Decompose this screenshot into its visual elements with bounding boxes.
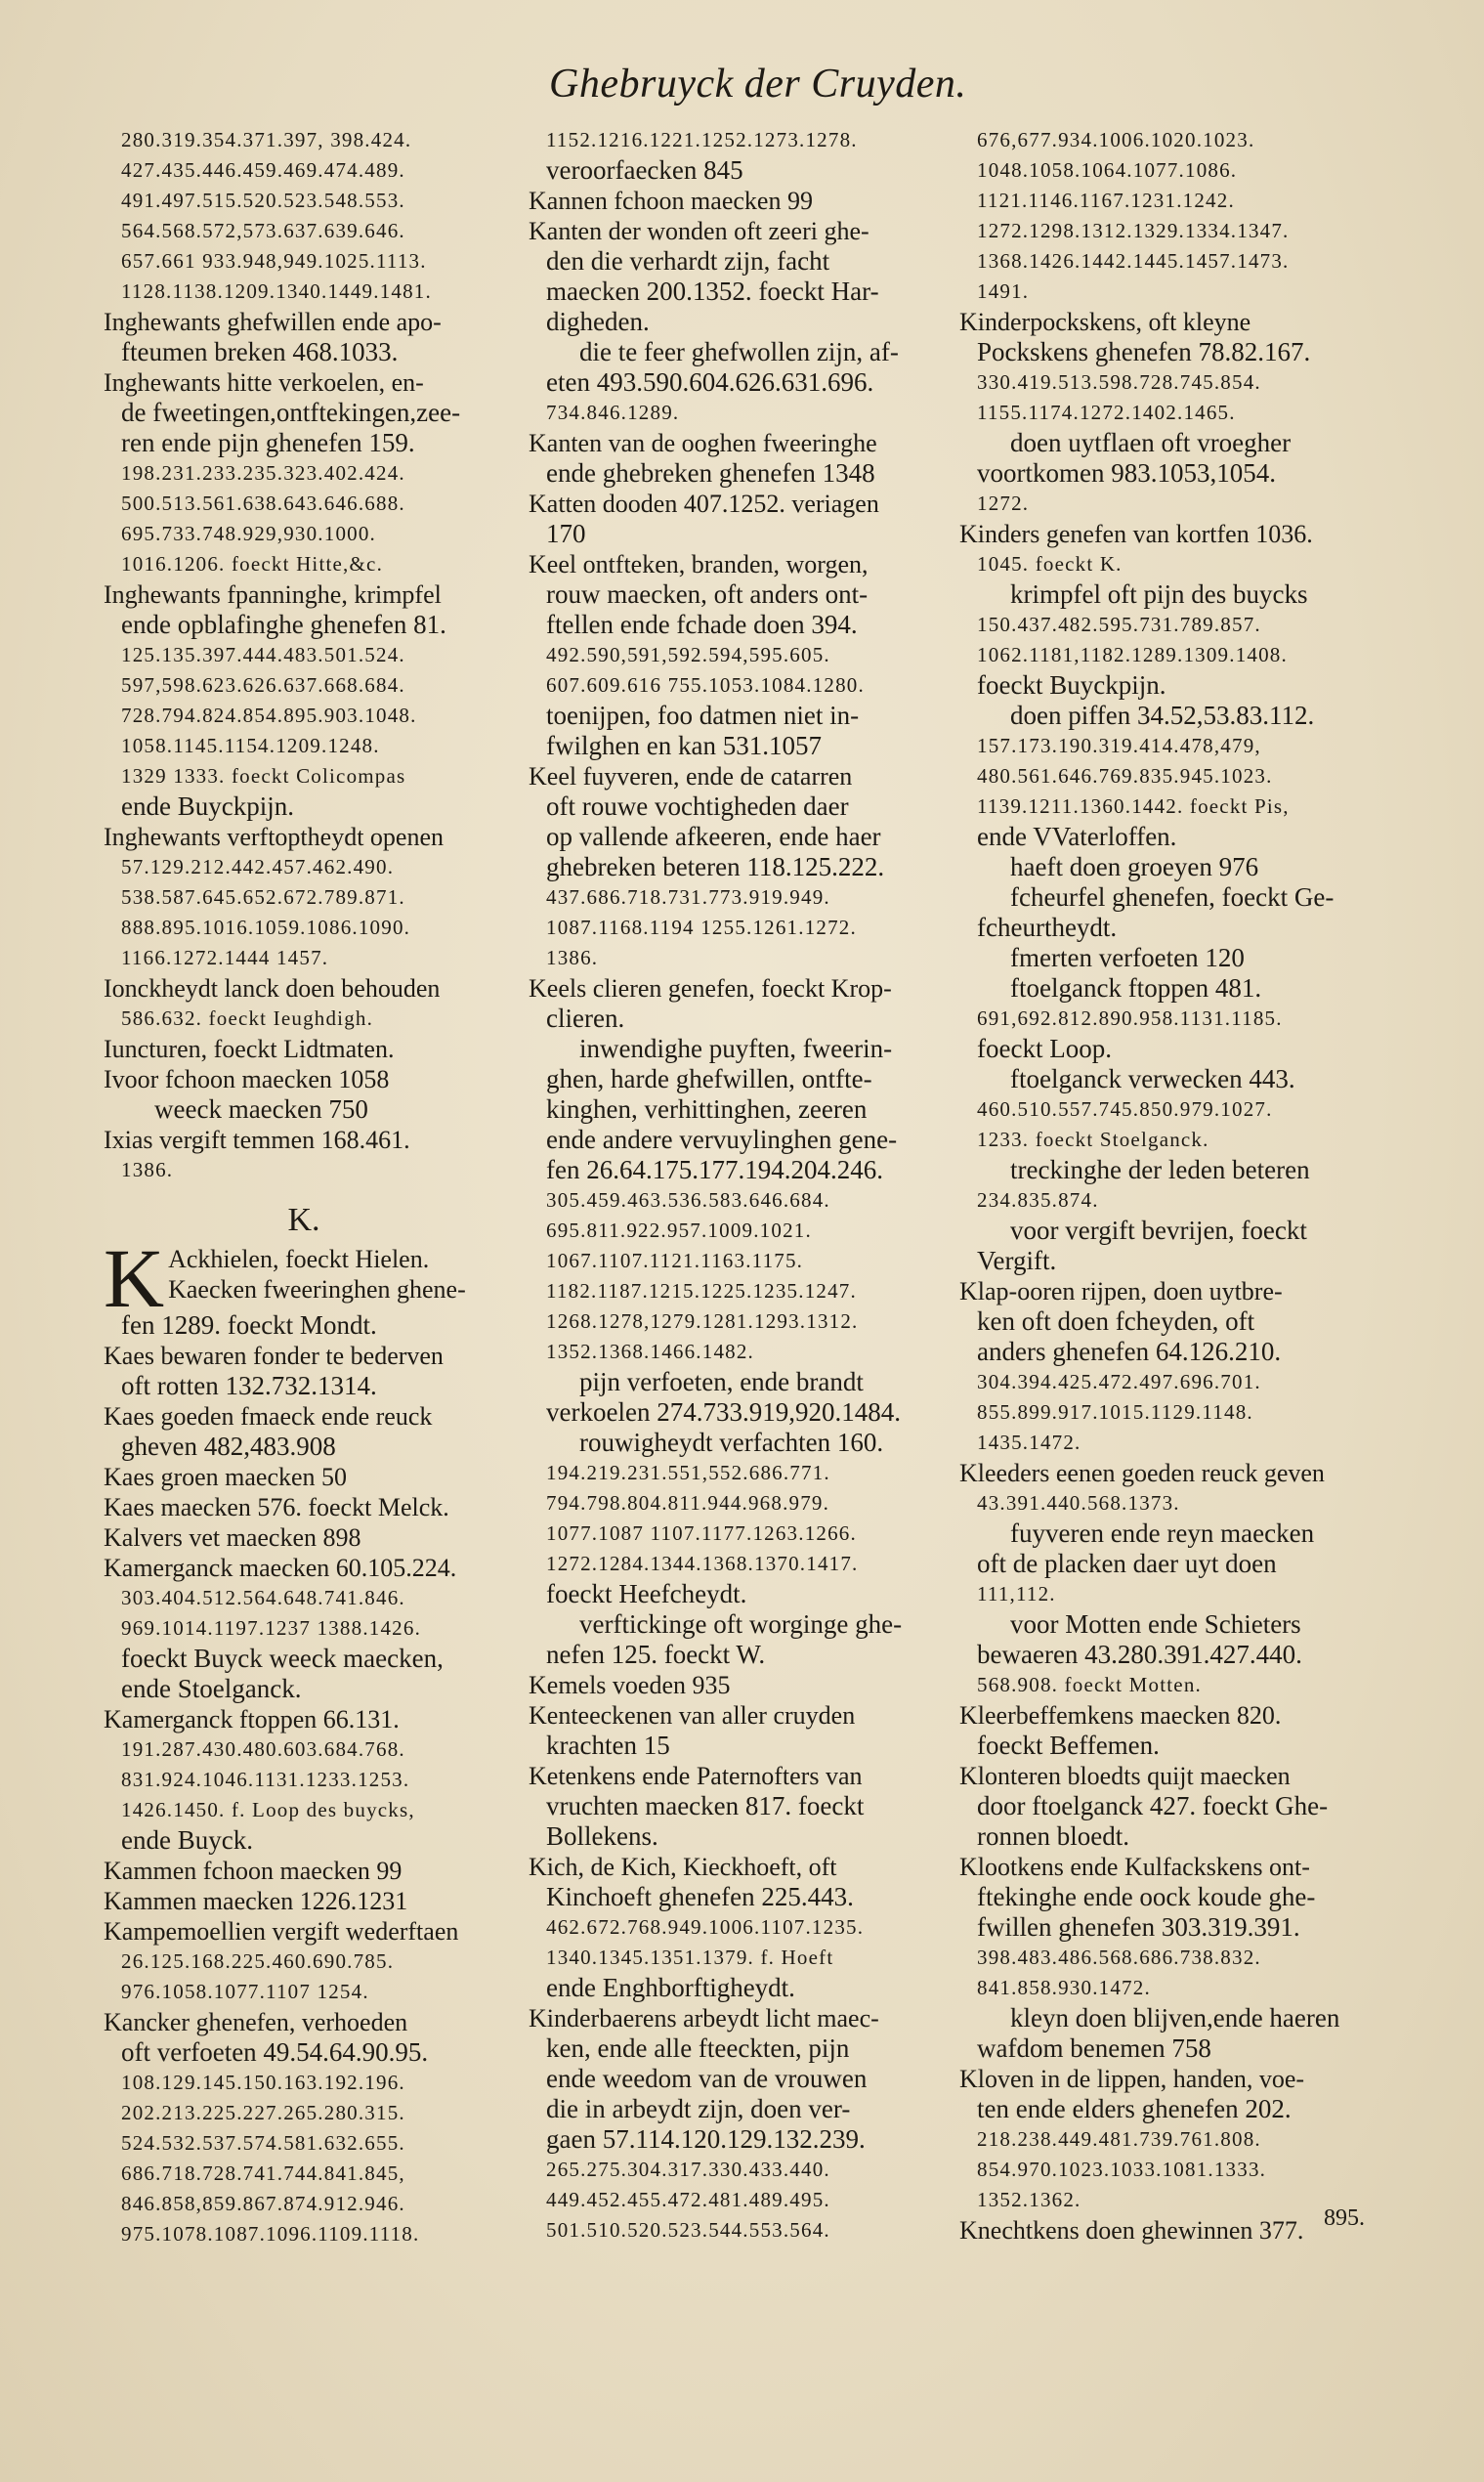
index-line: krimpfel oft pijn des buycks bbox=[1010, 579, 1308, 609]
index-line: 854.970.1023.1033.1081.1333. bbox=[977, 2158, 1267, 2181]
index-line: doen uytflaen oft vroegher bbox=[1010, 428, 1292, 457]
index-line: Kemels voeden 935 bbox=[529, 1671, 731, 1699]
index-line: Kanten van de ooghen fweeringhe bbox=[529, 429, 877, 457]
index-line: Inghewants hitte verkoelen, en- bbox=[104, 368, 424, 397]
index-line: Kalvers vet maecken 898 bbox=[104, 1523, 361, 1552]
index-line: foeckt Beffemen. bbox=[977, 1731, 1160, 1760]
index-line: 564.568.572,573.637.639.646. bbox=[121, 219, 405, 242]
index-line: 1048.1058.1064.1077.1086. bbox=[977, 158, 1238, 182]
index-line: 1426.1450. f. Loop des buycks, bbox=[121, 1798, 415, 1821]
index-line: 728.794.824.854.895.903.1048. bbox=[121, 704, 417, 727]
index-line: fcheurtheydt. bbox=[977, 913, 1118, 942]
index-line: Pockskens ghenefen 78.82.167. bbox=[977, 337, 1311, 366]
index-line: kleyn doen blijven,ende haeren bbox=[1010, 2003, 1340, 2033]
index-line: 480.561.646.769.835.945.1023. bbox=[977, 764, 1273, 788]
index-line: weeck maecken 750 bbox=[154, 1094, 368, 1124]
index-line: Katten dooden 407.1252. veriagen bbox=[529, 490, 879, 518]
index-line: 831.924.1046.1131.1233.1253. bbox=[121, 1768, 410, 1791]
index-line: oft rotten 132.732.1314. bbox=[121, 1371, 377, 1400]
index-line: ken, ende alle fteeckten, pijn bbox=[546, 2033, 850, 2063]
index-line: Keel ontfteken, branden, worgen, bbox=[529, 550, 869, 578]
index-line: 734.846.1289. bbox=[546, 401, 680, 424]
index-line: 492.590,591,592.594,595.605. bbox=[546, 643, 830, 666]
index-line: gaen 57.114.120.129.132.239. bbox=[546, 2124, 866, 2154]
index-line: ende Stoelganck. bbox=[121, 1674, 302, 1703]
index-line: 975.1078.1087.1096.1109.1118. bbox=[121, 2222, 420, 2246]
index-line: kinghen, verhittinghen, zeeren bbox=[546, 1094, 868, 1124]
index-line: anders ghenefen 64.126.210. bbox=[977, 1337, 1282, 1366]
index-line: ende Buyck. bbox=[121, 1825, 253, 1855]
index-line: Kloven in de lippen, handen, voe- bbox=[959, 2065, 1305, 2093]
index-line: 1152.1216.1221.1252.1273.1278. bbox=[546, 128, 858, 151]
index-line: fuyveren ende reyn maecken bbox=[1010, 1519, 1315, 1548]
index-line: eten 493.590.604.626.631.696. bbox=[546, 367, 874, 397]
index-line: 1062.1181,1182.1289.1309.1408. bbox=[977, 643, 1288, 666]
index-line: Kich, de Kich, Kieckhoeft, oft bbox=[529, 1853, 837, 1881]
index-line: 1268.1278,1279.1281.1293.1312. bbox=[546, 1309, 859, 1333]
index-line: ende Enghborftigheydt. bbox=[546, 1973, 795, 2002]
index-line: wafdom benemen 758 bbox=[977, 2033, 1211, 2063]
index-line: de fweetingen,ontftekingen,zee- bbox=[121, 398, 461, 427]
index-line: Kinchoeft ghenefen 225.443. bbox=[546, 1882, 854, 1911]
index-line: Iuncturen, foeckt Lidtmaten. bbox=[104, 1035, 395, 1063]
index-line: 305.459.463.536.583.646.684. bbox=[546, 1188, 830, 1212]
index-line: ftoelganck verwecken 443. bbox=[1010, 1064, 1295, 1093]
index-line: 1340.1345.1351.1379. f. Hoeft bbox=[546, 1946, 834, 1969]
index-line: ende Buyckpijn. bbox=[121, 792, 294, 821]
index-line: ronnen bloedt. bbox=[977, 1821, 1129, 1851]
index-line: pijn verfoeten, ende brandt bbox=[579, 1367, 864, 1396]
index-line: Keels clieren genefen, foeckt Krop- bbox=[529, 974, 892, 1003]
index-line: Keel fuyveren, ende de catarren bbox=[529, 762, 853, 791]
index-line: 1077.1087 1107.1177.1263.1266. bbox=[546, 1521, 857, 1545]
index-line: 1139.1211.1360.1442. foeckt Pis, bbox=[977, 794, 1290, 818]
index-line: 150.437.482.595.731.789.857. bbox=[977, 613, 1261, 636]
index-line: op vallende afkeeren, ende haer bbox=[546, 822, 881, 851]
page-header bbox=[0, 61, 1484, 119]
index-line: foeckt Buyckpijn. bbox=[977, 670, 1166, 700]
index-line: 1329 1333. foeckt Colicompas bbox=[121, 764, 406, 788]
index-line: 695.811.922.957.1009.1021. bbox=[546, 1219, 812, 1242]
index-line: Knechtkens doen ghewinnen 377. bbox=[959, 2216, 1304, 2245]
index-line: toenijpen, foo datmen niet in- bbox=[546, 701, 860, 730]
index-line: 888.895.1016.1059.1086.1090. bbox=[121, 916, 411, 939]
index-line: 686.718.728.741.744.841.845, bbox=[121, 2161, 405, 2185]
index-line: Ixias vergift temmen 168.461. bbox=[104, 1126, 410, 1154]
index-line: digheden. bbox=[546, 307, 650, 336]
index-line: 449.452.455.472.481.489.495. bbox=[546, 2188, 830, 2211]
index-line: 1386. bbox=[546, 946, 599, 969]
index-line: maecken 200.1352. foeckt Har- bbox=[546, 277, 879, 306]
index-line: 1128.1138.1209.1340.1449.1481. bbox=[121, 279, 432, 303]
index-line: fcheurfel ghenefen, foeckt Ge- bbox=[1010, 882, 1335, 912]
dropcap-entry bbox=[104, 1244, 504, 1310]
column-3-entries bbox=[959, 125, 1379, 2246]
index-line: Kenteeckenen van aller cruyden bbox=[529, 1701, 856, 1730]
index-line: 524.532.537.574.581.632.655. bbox=[121, 2131, 405, 2155]
section-heading-k: K. bbox=[287, 1202, 320, 1238]
index-line: Kampemoellien vergift wederftaen bbox=[104, 1917, 459, 1946]
index-line: 1386. bbox=[121, 1158, 174, 1181]
index-line: die te feer ghefwollen zijn, af- bbox=[579, 337, 899, 366]
index-line: ten ende elders ghenefen 202. bbox=[977, 2094, 1292, 2123]
running-title: Ghebruyck der Cruyden. bbox=[549, 62, 967, 107]
index-line: 304.394.425.472.497.696.701. bbox=[977, 1370, 1261, 1393]
index-line: 234.835.874. bbox=[977, 1188, 1099, 1212]
index-line: ftekinghe ende oock koude ghe- bbox=[977, 1882, 1316, 1911]
index-line: 691,692.812.890.958.1131.1185. bbox=[977, 1006, 1283, 1030]
index-line: 1272.1298.1312.1329.1334.1347. bbox=[977, 219, 1290, 242]
index-line: 846.858,859.867.874.912.946. bbox=[121, 2192, 405, 2215]
index-line: ende andere vervuylinghen gene- bbox=[546, 1125, 898, 1154]
index-line: 170 bbox=[546, 519, 586, 548]
index-line: 198.231.233.235.323.402.424. bbox=[121, 461, 405, 485]
index-line: 1058.1145.1154.1209.1248. bbox=[121, 734, 380, 757]
index-line: 1272. bbox=[977, 492, 1030, 515]
index-line: 398.483.486.568.686.738.832. bbox=[977, 1946, 1261, 1969]
index-line: krachten 15 bbox=[546, 1731, 670, 1760]
index-column-3 bbox=[959, 125, 1379, 2246]
index-line: 794.798.804.811.944.968.979. bbox=[546, 1491, 830, 1515]
index-line: Ackhielen, foeckt Hielen. bbox=[168, 1245, 430, 1273]
index-line: 1067.1107.1121.1163.1175. bbox=[546, 1249, 804, 1272]
index-line: oft rouwe vochtigheden daer bbox=[546, 792, 849, 821]
index-line: 491.497.515.520.523.548.553. bbox=[121, 189, 405, 212]
index-line: Kaes groen maecken 50 bbox=[104, 1463, 348, 1491]
index-line: Kancker ghenefen, verhoeden bbox=[104, 2008, 408, 2036]
index-line: 462.672.768.949.1006.1107.1235. bbox=[546, 1915, 865, 1939]
index-line: Inghewants verftoptheydt openen bbox=[104, 823, 445, 851]
index-line: door ftoelganck 427. foeckt Ghe- bbox=[977, 1791, 1329, 1820]
index-line: vruchten maecken 817. foeckt bbox=[546, 1791, 865, 1820]
index-line: Kammen fchoon maecken 99 bbox=[104, 1857, 403, 1885]
index-line: Inghewants ghefwillen ende apo- bbox=[104, 308, 442, 336]
index-line: bewaeren 43.280.391.427.440. bbox=[977, 1640, 1302, 1669]
index-line: Klootkens ende Kulfackskens ont- bbox=[959, 1853, 1310, 1881]
index-line: 330.419.513.598.728.745.854. bbox=[977, 370, 1261, 394]
index-line: 1045. foeckt K. bbox=[977, 552, 1123, 576]
index-line: 191.287.430.480.603.684.768. bbox=[121, 1737, 405, 1761]
index-line: Kinders genefen van kortfen 1036. bbox=[959, 520, 1313, 548]
index-line: Kaes maecken 576. foeckt Melck. bbox=[104, 1493, 449, 1521]
dropcap-letter: K bbox=[104, 1244, 165, 1310]
index-line: 607.609.616 755.1053.1084.1280. bbox=[546, 673, 865, 697]
index-line: 568.908. foeckt Motten. bbox=[977, 1673, 1202, 1696]
index-line: ende opblafinghe ghenefen 81. bbox=[121, 610, 446, 639]
index-line: Kamerganck ftoppen 66.131. bbox=[104, 1705, 400, 1733]
index-line: 855.899.917.1015.1129.1148. bbox=[977, 1400, 1253, 1424]
index-line: die in arbeydt zijn, doen ver- bbox=[546, 2094, 851, 2123]
index-line: rouwigheydt verfachten 160. bbox=[579, 1428, 884, 1457]
index-line: 303.404.512.564.648.741.846. bbox=[121, 1586, 405, 1609]
index-line: voor Motten ende Schieters bbox=[1010, 1609, 1301, 1639]
index-line: ende VVaterloffen. bbox=[977, 822, 1177, 851]
index-line: ren ende pijn ghenefen 159. bbox=[121, 428, 415, 457]
index-line: fmerten verfoeten 120 bbox=[1010, 943, 1245, 972]
index-line: 427.435.446.459.469.474.489. bbox=[121, 158, 405, 182]
index-line: 1016.1206. foeckt Hitte,&c. bbox=[121, 552, 384, 576]
index-line: 125.135.397.444.483.501.524. bbox=[121, 643, 405, 666]
index-line: 460.510.557.745.850.979.1027. bbox=[977, 1097, 1273, 1121]
index-line: ghen, harde ghefwillen, ontfte- bbox=[546, 1064, 872, 1093]
index-line: 695.733.748.929,930.1000. bbox=[121, 522, 376, 545]
index-line: rouw maecken, oft anders ont- bbox=[546, 579, 869, 609]
index-line: voortkomen 983.1053,1054. bbox=[977, 458, 1276, 488]
index-line: 280.319.354.371.397, 398.424. bbox=[121, 128, 412, 151]
index-line: fwillen ghenefen 303.319.391. bbox=[977, 1912, 1300, 1942]
index-line: Kannen fchoon maecken 99 bbox=[529, 187, 813, 215]
index-line: 1233. foeckt Stoelganck. bbox=[977, 1128, 1209, 1151]
index-line: 108.129.145.150.163.192.196. bbox=[121, 2071, 405, 2094]
index-line: 841.858.930.1472. bbox=[977, 1976, 1151, 1999]
index-line: 111,112. bbox=[977, 1582, 1056, 1605]
index-line: ghebreken beteren 118.125.222. bbox=[546, 852, 885, 881]
index-line: 538.587.645.652.672.789.871. bbox=[121, 885, 405, 909]
index-line: clieren. bbox=[546, 1004, 625, 1033]
index-line: foeckt Loop. bbox=[977, 1034, 1112, 1063]
index-line: 586.632. foeckt Ieughdigh. bbox=[121, 1006, 374, 1030]
index-line: 1121.1146.1167.1231.1242. bbox=[977, 189, 1235, 212]
index-line: 437.686.718.731.773.919.949. bbox=[546, 885, 830, 909]
index-line: Ketenkens ende Paternofters van bbox=[529, 1762, 863, 1790]
index-column-1 bbox=[104, 125, 504, 2249]
index-line: Klonteren bloedts quijt maecken bbox=[959, 1762, 1291, 1790]
index-line: 1352.1362. bbox=[977, 2188, 1081, 2211]
index-line: 157.173.190.319.414.478,479, bbox=[977, 734, 1261, 757]
index-line: 1352.1368.1466.1482. bbox=[546, 1340, 754, 1363]
index-line: Kammen maecken 1226.1231 bbox=[104, 1887, 408, 1915]
index-line: fwilghen en kan 531.1057 bbox=[546, 731, 822, 760]
index-line: inwendighe puyften, fweerin- bbox=[579, 1034, 893, 1063]
index-line: oft de placken daer uyt doen bbox=[977, 1549, 1277, 1578]
index-line: fen 1289. foeckt Mondt. bbox=[121, 1310, 377, 1340]
index-line: 265.275.304.317.330.433.440. bbox=[546, 2158, 830, 2181]
index-line: Kinderbaerens arbeydt licht maec- bbox=[529, 2004, 879, 2033]
index-line: foeckt Heefcheydt. bbox=[546, 1579, 747, 1608]
index-line: ken oft doen fcheyden, oft bbox=[977, 1306, 1255, 1336]
index-line: doen piffen 34.52,53.83.112. bbox=[1010, 701, 1315, 730]
index-column-2 bbox=[529, 125, 937, 2246]
column-1-k-entries bbox=[104, 1310, 504, 2249]
index-line: Kleerbeffemkens maecken 820. bbox=[959, 1701, 1282, 1730]
index-line: haeft doen groeyen 976 bbox=[1010, 852, 1259, 881]
index-line: Inghewants fpanninghe, krimpfel bbox=[104, 580, 442, 609]
index-line: verftickinge oft worginge ghe- bbox=[579, 1609, 903, 1639]
index-line: Kaes goeden fmaeck ende reuck bbox=[104, 1402, 433, 1431]
index-line: ftellen ende fchade doen 394. bbox=[546, 610, 858, 639]
index-line: 202.213.225.227.265.280.315. bbox=[121, 2101, 405, 2124]
index-line: 1272.1284.1344.1368.1370.1417. bbox=[546, 1552, 859, 1575]
index-line: fen 26.64.175.177.194.204.246. bbox=[546, 1155, 883, 1184]
catchword: 895. bbox=[1324, 2205, 1365, 2231]
index-line: 657.661 933.948,949.1025.1113. bbox=[121, 249, 427, 273]
index-line: 676,677.934.1006.1020.1023. bbox=[977, 128, 1255, 151]
index-line: ende weedom van de vrouwen bbox=[546, 2064, 868, 2093]
index-line: ftoelganck ftoppen 481. bbox=[1010, 973, 1262, 1003]
index-line: Vergift. bbox=[977, 1246, 1057, 1275]
index-line: Ionckheydt lanck doen behouden bbox=[104, 974, 441, 1003]
index-line: 500.513.561.638.643.646.688. bbox=[121, 492, 405, 515]
index-line: 194.219.231.551,552.686.771. bbox=[546, 1461, 830, 1484]
index-line: voor vergift bevrijen, foeckt bbox=[1010, 1216, 1307, 1245]
column-1-entries bbox=[104, 125, 504, 1185]
index-line: 969.1014.1197.1237 1388.1426. bbox=[121, 1616, 422, 1640]
index-line: 597,598.623.626.637.668.684. bbox=[121, 673, 405, 697]
index-line: Bollekens. bbox=[546, 1821, 658, 1851]
index-line: nefen 125. foeckt W. bbox=[546, 1640, 766, 1669]
index-line: 218.238.449.481.739.761.808. bbox=[977, 2127, 1261, 2151]
index-line: Kaecken fweeringhen ghene- bbox=[168, 1275, 466, 1304]
index-line: ende ghebreken ghenefen 1348 bbox=[546, 458, 875, 488]
index-line: Kleeders eenen goeden reuck geven bbox=[959, 1459, 1325, 1487]
index-line: Kaes bewaren fonder te bederven bbox=[104, 1342, 444, 1370]
index-line: 1182.1187.1215.1225.1235.1247. bbox=[546, 1279, 857, 1303]
index-line: treckinghe der leden beteren bbox=[1010, 1155, 1310, 1184]
index-line: 43.391.440.568.1373. bbox=[977, 1491, 1180, 1515]
index-line: oft verfoeten 49.54.64.90.95. bbox=[121, 2037, 429, 2067]
index-line: 1155.1174.1272.1402.1465. bbox=[977, 401, 1236, 424]
column-2-entries bbox=[529, 125, 937, 2246]
index-line: Kanten der wonden oft zeeri ghe- bbox=[529, 217, 869, 245]
index-line: 501.510.520.523.544.553.564. bbox=[546, 2218, 830, 2242]
index-line: 1166.1272.1444 1457. bbox=[121, 946, 329, 969]
index-line: Ivoor fchoon maecken 1058 bbox=[104, 1065, 390, 1093]
index-line: 1491. bbox=[977, 279, 1030, 303]
index-line: Klap-ooren rijpen, doen uytbre- bbox=[959, 1277, 1283, 1305]
index-line: 26.125.168.225.460.690.785. bbox=[121, 1949, 395, 1973]
index-line: 1087.1168.1194 1255.1261.1272. bbox=[546, 916, 857, 939]
index-line: Kinderpockskens, oft kleyne bbox=[959, 308, 1251, 336]
index-line: foeckt Buyck weeck maecken, bbox=[121, 1644, 444, 1673]
index-line: gheven 482,483.908 bbox=[121, 1432, 336, 1461]
index-line: den die verhardt zijn, facht bbox=[546, 246, 830, 276]
index-line: 57.129.212.442.457.462.490. bbox=[121, 855, 395, 878]
index-line: 1368.1426.1442.1445.1457.1473. bbox=[977, 249, 1290, 273]
index-line: Kamerganck maecken 60.105.224. bbox=[104, 1554, 457, 1582]
index-line: fteumen breken 468.1033. bbox=[121, 337, 399, 366]
index-line: verkoelen 274.733.919,920.1484. bbox=[546, 1397, 901, 1427]
index-line: veroorfaecken 845 bbox=[546, 155, 743, 185]
index-line: 1435.1472. bbox=[977, 1431, 1081, 1454]
index-line: 976.1058.1077.1107 1254. bbox=[121, 1980, 369, 2003]
